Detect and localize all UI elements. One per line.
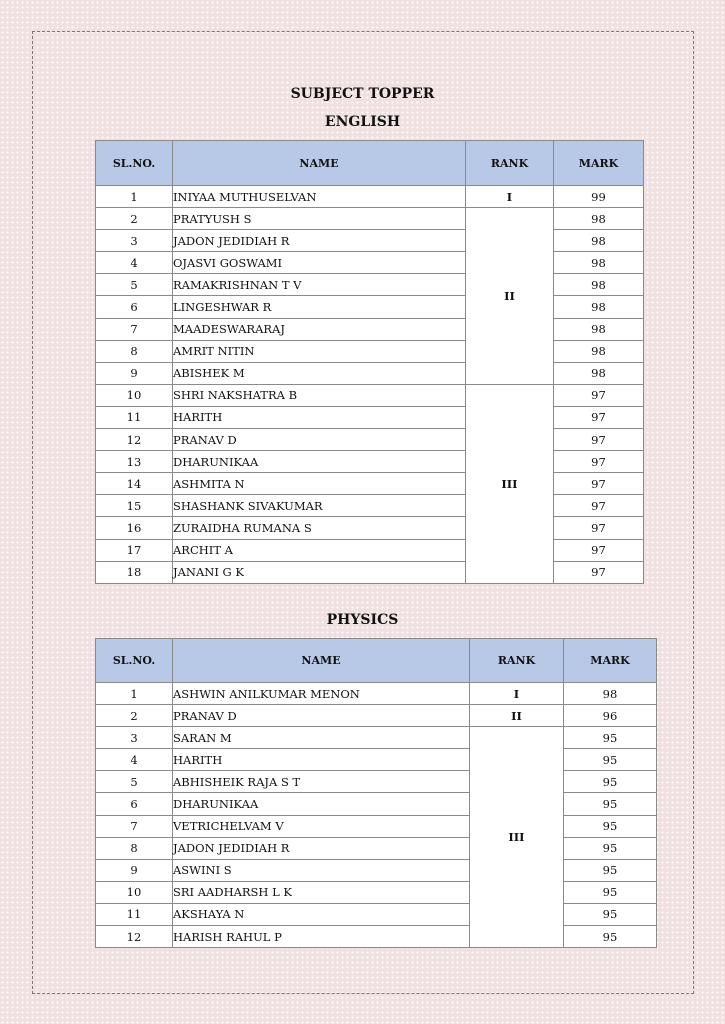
mark-cell: 97 xyxy=(554,384,644,406)
student-name-cell: ASHMITA N xyxy=(173,473,466,495)
mark-cell: 99 xyxy=(554,186,644,208)
table-row xyxy=(96,815,657,837)
rank-cell: I xyxy=(466,186,554,208)
student-name-cell: ABISHEK M xyxy=(173,362,466,384)
mark-cell: 97 xyxy=(554,539,644,561)
student-name-cell: PRATYUSH S xyxy=(173,208,466,230)
student-name-cell: ARCHIT A xyxy=(173,539,466,561)
table-row xyxy=(96,793,657,815)
col-header-rank: RANK xyxy=(470,639,564,683)
mark-cell: 98 xyxy=(554,318,644,340)
serial-number-cell: 12 xyxy=(96,429,173,451)
serial-number-cell: 2 xyxy=(96,705,173,727)
student-name-cell: SRI AADHARSH L K xyxy=(173,881,470,903)
table-row xyxy=(96,429,644,451)
table-row xyxy=(96,186,644,208)
serial-number-cell: 5 xyxy=(96,274,173,296)
mark-cell: 95 xyxy=(564,793,657,815)
col-header-name: NAME xyxy=(173,639,470,683)
mark-cell: 98 xyxy=(554,362,644,384)
page-title: SUBJECT TOPPER xyxy=(290,86,435,102)
col-header-mark: MARK xyxy=(564,639,657,683)
table-row xyxy=(96,859,657,881)
table-row xyxy=(96,771,657,793)
serial-number-cell: 3 xyxy=(96,727,173,749)
table-row xyxy=(96,252,644,274)
mark-cell: 95 xyxy=(564,727,657,749)
serial-number-cell: 7 xyxy=(96,318,173,340)
student-name-cell: ASHWIN ANILKUMAR MENON xyxy=(173,683,470,705)
mark-cell: 95 xyxy=(564,837,657,859)
table-row xyxy=(96,539,644,561)
mark-cell: 98 xyxy=(554,252,644,274)
table-row xyxy=(96,340,644,362)
serial-number-cell: 10 xyxy=(96,881,173,903)
english-topper-table xyxy=(95,140,644,584)
table-row xyxy=(96,296,644,318)
mark-cell: 95 xyxy=(564,815,657,837)
table-row xyxy=(96,495,644,517)
rank-cell: III xyxy=(470,727,564,948)
table-row xyxy=(96,362,644,384)
serial-number-cell: 13 xyxy=(96,451,173,473)
serial-number-cell: 6 xyxy=(96,296,173,318)
table-row xyxy=(96,274,644,296)
student-name-cell: MAADESWARARAJ xyxy=(173,318,466,340)
serial-number-cell: 12 xyxy=(96,926,173,948)
rank-cell: I xyxy=(470,683,564,705)
student-name-cell: HARITH xyxy=(173,406,466,428)
serial-number-cell: 1 xyxy=(96,186,173,208)
mark-cell: 95 xyxy=(564,903,657,925)
mark-cell: 98 xyxy=(554,340,644,362)
student-name-cell: INIYAA MUTHUSELVAN xyxy=(173,186,466,208)
table-row xyxy=(96,705,657,727)
student-name-cell: OJASVI GOSWAMI xyxy=(173,252,466,274)
table-row xyxy=(96,837,657,859)
mark-cell: 95 xyxy=(564,859,657,881)
table-row xyxy=(96,683,657,705)
mark-cell: 97 xyxy=(554,473,644,495)
mark-cell: 97 xyxy=(554,429,644,451)
student-name-cell: SHRI NAKSHATRA B xyxy=(173,384,466,406)
serial-number-cell: 8 xyxy=(96,837,173,859)
table-row xyxy=(96,230,644,252)
mark-cell: 97 xyxy=(554,561,644,583)
col-header-sl: SL.NO. xyxy=(96,141,173,186)
mark-cell: 95 xyxy=(564,749,657,771)
serial-number-cell: 17 xyxy=(96,539,173,561)
serial-number-cell: 18 xyxy=(96,561,173,583)
rank-cell: II xyxy=(470,705,564,727)
table-row xyxy=(96,517,644,539)
mark-cell: 98 xyxy=(554,208,644,230)
table-row xyxy=(96,926,657,948)
mark-cell: 97 xyxy=(554,495,644,517)
student-name-cell: VETRICHELVAM V xyxy=(173,815,470,837)
serial-number-cell: 11 xyxy=(96,406,173,428)
student-name-cell: RAMAKRISHNAN T V xyxy=(173,274,466,296)
table-row xyxy=(96,406,644,428)
serial-number-cell: 5 xyxy=(96,771,173,793)
serial-number-cell: 6 xyxy=(96,793,173,815)
student-name-cell: LINGESHWAR R xyxy=(173,296,466,318)
table-row xyxy=(96,384,644,406)
table-row xyxy=(96,881,657,903)
table-row xyxy=(96,208,644,230)
student-name-cell: HARITH xyxy=(173,749,470,771)
student-name-cell: DHARUNIKAA xyxy=(173,793,470,815)
section-title-physics: PHYSICS xyxy=(326,612,399,628)
student-name-cell: SARAN M xyxy=(173,727,470,749)
serial-number-cell: 2 xyxy=(96,208,173,230)
serial-number-cell: 9 xyxy=(96,859,173,881)
student-name-cell: ABHISHEIK RAJA S T xyxy=(173,771,470,793)
table-row xyxy=(96,318,644,340)
student-name-cell: JADON JEDIDIAH R xyxy=(173,230,466,252)
physics-topper-table xyxy=(95,638,657,948)
section-title-english: ENGLISH xyxy=(324,114,401,130)
student-name-cell: PRANAV D xyxy=(173,705,470,727)
mark-cell: 97 xyxy=(554,517,644,539)
serial-number-cell: 14 xyxy=(96,473,173,495)
serial-number-cell: 4 xyxy=(96,749,173,771)
table-row xyxy=(96,451,644,473)
serial-number-cell: 1 xyxy=(96,683,173,705)
student-name-cell: AKSHAYA N xyxy=(173,903,470,925)
rank-cell: III xyxy=(466,384,554,583)
mark-cell: 98 xyxy=(554,274,644,296)
serial-number-cell: 7 xyxy=(96,815,173,837)
col-header-mark: MARK xyxy=(554,141,644,186)
mark-cell: 98 xyxy=(564,683,657,705)
mark-cell: 98 xyxy=(554,230,644,252)
table-header-row xyxy=(96,141,644,186)
mark-cell: 98 xyxy=(554,296,644,318)
mark-cell: 95 xyxy=(564,926,657,948)
mark-cell: 97 xyxy=(554,451,644,473)
mark-cell: 95 xyxy=(564,771,657,793)
col-header-name: NAME xyxy=(173,141,466,186)
serial-number-cell: 8 xyxy=(96,340,173,362)
col-header-rank: RANK xyxy=(466,141,554,186)
table-row xyxy=(96,749,657,771)
mark-cell: 97 xyxy=(554,406,644,428)
student-name-cell: SHASHANK SIVAKUMAR xyxy=(173,495,466,517)
table-row xyxy=(96,727,657,749)
table-row xyxy=(96,903,657,925)
serial-number-cell: 10 xyxy=(96,384,173,406)
serial-number-cell: 15 xyxy=(96,495,173,517)
table-row xyxy=(96,561,644,583)
table-header-row xyxy=(96,639,657,683)
serial-number-cell: 16 xyxy=(96,517,173,539)
col-header-sl: SL.NO. xyxy=(96,639,173,683)
student-name-cell: JANANI G K xyxy=(173,561,466,583)
mark-cell: 95 xyxy=(564,881,657,903)
student-name-cell: AMRIT NITIN xyxy=(173,340,466,362)
student-name-cell: DHARUNIKAA xyxy=(173,451,466,473)
mark-cell: 96 xyxy=(564,705,657,727)
serial-number-cell: 9 xyxy=(96,362,173,384)
serial-number-cell: 4 xyxy=(96,252,173,274)
serial-number-cell: 11 xyxy=(96,903,173,925)
student-name-cell: JADON JEDIDIAH R xyxy=(173,837,470,859)
student-name-cell: PRANAV D xyxy=(173,429,466,451)
student-name-cell: HARISH RAHUL P xyxy=(173,926,470,948)
student-name-cell: ZURAIDHA RUMANA S xyxy=(173,517,466,539)
student-name-cell: ASWINI S xyxy=(173,859,470,881)
rank-cell: II xyxy=(466,208,554,385)
serial-number-cell: 3 xyxy=(96,230,173,252)
table-row xyxy=(96,473,644,495)
